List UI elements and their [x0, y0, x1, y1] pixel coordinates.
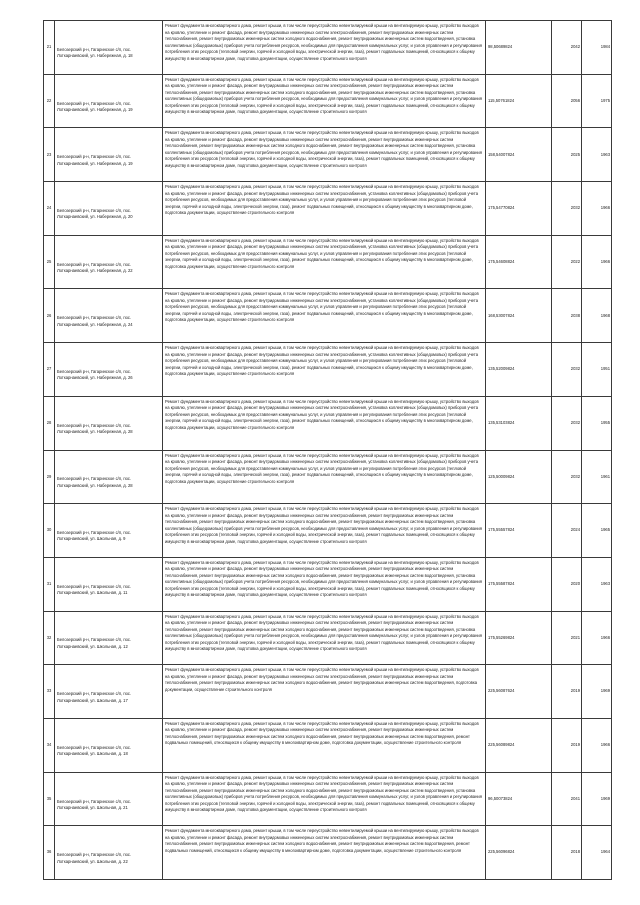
house-address: Белозерский р-н, Гагаринское с/п, пос. Лоткарнаевский, ул. Набережная, д. 28: [55, 450, 163, 504]
house-address: Белозерский р-н, Гагаринское с/п, пос. Лоткарнаевский, ул. Набережная, д. 19: [55, 128, 163, 182]
repair-works-list: Ремонт фундамента многоквартирного дома, ремонт крыши, в том числе переустройство невентилируемой крыши на вентилируемую крышу, устройство выходов на кровлю, утепление и ремонт фасада, ремонт внутридомовых инженерных систем электроснабжения, ремонт внутридомовых инженерных систем теплоснабжения, ремонт внутридомовых инженерных систем холодного водоснабжения, ремонт внутридомовых инженерных систем водоотведения, установка коллективных (общедомовых) приборов учета потребления ресурсов, необходимых для предоставления коммунальных услуг, и узлов управления и регулирования потребления этих ресурсов (тепловой энергии, горячей и холодной воды, электрической энергии, газа), ремонт подвальных помещений, относящихся к общему имуществу в многоквартирном доме, подготовка документации, осуществление строительного контроля: [163, 504, 486, 558]
table-row: [44, 74, 612, 128]
house-address: Белозерский р-н, Гагаринское с/п, пос. Лоткарнаевский, ул. Школьная, д. 9: [55, 504, 163, 558]
construction-year: 1951: [582, 343, 612, 397]
construction-year: 1963: [582, 128, 612, 182]
table-body: [44, 21, 612, 880]
repair-works-list: Ремонт фундамента многоквартирного дома, ремонт крыши, в том числе переустройство невентилируемой крыши на вентилируемую крышу, устройство выходов на кровлю, утепление и ремонт фасада, ремонт внутридомовых инженерных систем электроснабжения, ремонт внутридомовых инженерных систем теплоснабжения, ремонт внутридомовых инженерных систем холодного водоснабжения, ремонт внутридомовых инженерных систем водоотведения, ремонт подвальных помещений, относящихся к общему имуществу в многоквартирном доме, подготовка документации, осуществление строительного контроля: [163, 826, 486, 880]
row-number: 33: [44, 665, 55, 719]
table-row: [44, 235, 612, 289]
table-row: [44, 289, 612, 343]
repair-works-list: Ремонт фундамента многоквартирного дома, ремонт крыши, в том числе переустройство невентилируемой крыши на вентилируемую крышу, устройство выходов на кровлю, утепление и ремонт фасада, ремонт внутридомовых инженерных систем электроснабжения, ремонт внутридомовых инженерных систем теплоснабжения, ремонт внутридомовых инженерных систем холодного водоснабжения, ремонт внутридомовых инженерных систем водоотведения, установка коллективных (общедомовых) приборов учета потребления ресурсов, необходимых для предоставления коммунальных услуг, и узлов управления и регулирования потребления этих ресурсов (тепловой энергии, горячей и холодной воды, электрической энергии, газа), ремонт подвальных помещений, относящихся к общему имуществу в многоквартирном доме, подготовка документации, осуществление строительного контроля: [163, 128, 486, 182]
construction-year: 1984: [582, 21, 612, 75]
repair-cost-value: 125,50009824: [486, 450, 552, 504]
repair-works-list: Ремонт фундамента многоквартирного дома, ремонт крыши, в том числе переустройство невентилируемой крыши на вентилируемую крышу, устройство выходов на кровлю, утепление и ремонт фасада, ремонт внутридомовых инженерных систем электроснабжения, ремонт внутридомовых инженерных систем теплоснабжения, ремонт внутридомовых инженерных систем холодного водоснабжения, ремонт внутридомовых инженерных систем водоотведения, установка коллективных (общедомовых) приборов учета потребления ресурсов, необходимых для предоставления коммунальных услуг, и узлов управления и регулирования потребления этих ресурсов (тепловой энергии, горячей и холодной воды, электрической энергии, газа), ремонт подвальных помещений, относящихся к общему имуществу в многоквартирном доме, подготовка документации, осуществление строительного контроля: [163, 21, 486, 75]
repair-cost-value: 135,53103824: [486, 396, 552, 450]
table-row: [44, 557, 612, 611]
repair-works-list: Ремонт фундамента многоквартирного дома, ремонт крыши, в том числе переустройство невентилируемой крыши на вентилируемую крышу, устройство выходов на кровлю, утепление и ремонт фасада, ремонт внутридомовых инженерных систем электроснабжения, ремонт внутридомовых инженерных систем теплоснабжения, ремонт внутридомовых инженерных систем холодного водоснабжения, ремонт внутридомовых инженерных систем водоотведения, установка коллективных (общедомовых) приборов учета потребления ресурсов, необходимых для предоставления коммунальных услуг, и узлов управления и регулирования потребления этих ресурсов (тепловой энергии, горячей и холодной воды, электрической энергии, газа), ремонт подвальных помещений, относящихся к общему имуществу в многоквартирном доме, подготовка документации, осуществление строительного контроля: [163, 557, 486, 611]
row-number: 31: [44, 557, 55, 611]
repair-works-list: Ремонт фундамента многоквартирного дома, ремонт крыши, в том числе переустройство невентилируемой крыши на вентилируемую крышу, устройство выходов на кровлю, утепление и ремонт фасада, ремонт внутридомовых инженерных систем электроснабжения, установка коллективных (общедомовых) приборов учета потребления ресурсов, необходимых для предоставления коммунальных услуг, и узлов управления и регулирования потребления этих ресурсов (тепловой энергии, горячей и холодной воды, электрической энергии, газа), ремонт подвальных помещений, относящихся к общему имуществу в многоквартирном доме, подготовка документации, осуществление строительного контроля: [163, 182, 486, 236]
repair-cost-value: 96,50073824: [486, 772, 552, 826]
repair-works-list: Ремонт фундамента многоквартирного дома, ремонт крыши, в том числе переустройство невентилируемой крыши на вентилируемую крышу, устройство выходов на кровлю, утепление и ремонт фасада, ремонт внутридомовых инженерных систем электроснабжения, ремонт внутридомовых инженерных систем теплоснабжения, ремонт внутридомовых инженерных систем холодного водоснабжения, ремонт внутридомовых инженерных систем водоотведения, установка коллективных (общедомовых) приборов учета потребления ресурсов, необходимых для предоставления коммунальных услуг, и узлов управления и регулирования потребления этих ресурсов (тепловой энергии, горячей и холодной воды, электрической энергии, газа), ремонт подвальных помещений, относящихся к общему имуществу в многоквартирном доме, подготовка документации, осуществление строительного контроля: [163, 772, 486, 826]
house-address: Белозерский р-н, Гагаринское с/п, пос. Лоткарнаевский, ул. Школьная, д. 18: [55, 718, 163, 772]
construction-year: 1968: [582, 289, 612, 343]
construction-year: 1969: [582, 665, 612, 719]
planned-repair-year: 2041: [552, 772, 582, 826]
construction-year: 1961: [582, 450, 612, 504]
capital-repair-table-page: [43, 20, 610, 880]
table-row: [44, 611, 612, 665]
row-number: 28: [44, 396, 55, 450]
row-number: 34: [44, 718, 55, 772]
repair-works-list: Ремонт фундамента многоквартирного дома, ремонт крыши, в том числе переустройство невентилируемой крыши на вентилируемую крышу, устройство выходов на кровлю, утепление и ремонт фасада, ремонт внутридомовых инженерных систем электроснабжения, установка коллективных (общедомовых) приборов учета потребления ресурсов, необходимых для предоставления коммунальных услуг, и узлов управления и регулирования потребления этих ресурсов (тепловой энергии, горячей и холодной воды, электрической энергии, газа), ремонт подвальных помещений, относящихся к общему имуществу в многоквартирном доме, подготовка документации, осуществление строительного контроля: [163, 235, 486, 289]
planned-repair-year: 2024: [552, 504, 582, 558]
row-number: 23: [44, 128, 55, 182]
construction-year: 1964: [582, 826, 612, 880]
construction-year: 1966: [582, 235, 612, 289]
house-address: Белозерский р-н, Гагаринское с/п, пос. Лоткарнаевский, ул. Набережная, д. 18: [55, 21, 163, 75]
planned-repair-year: 2042: [552, 21, 582, 75]
construction-year: 1965: [582, 504, 612, 558]
planned-repair-year: 2056: [552, 74, 582, 128]
construction-year: 1966: [582, 182, 612, 236]
row-number: 26: [44, 289, 55, 343]
repair-cost-value: 175,55587824: [486, 557, 552, 611]
repair-works-list: Ремонт фундамента многоквартирного дома, ремонт крыши, в том числе переустройство невентилируемой крыши на вентилируемую крышу, устройство выходов на кровлю, утепление и ремонт фасада, ремонт внутридомовых инженерных систем электроснабжения, установка коллективных (общедомовых) приборов учета потребления ресурсов, необходимых для предоставления коммунальных услуг, и узлов управления и регулирования потребления этих ресурсов (тепловой энергии, горячей и холодной воды, электрической энергии, газа), ремонт подвальных помещений, относящихся к общему имуществу в многоквартирном доме, подготовка документации, осуществление строительного контроля: [163, 450, 486, 504]
table-row: [44, 504, 612, 558]
house-address: Белозерский р-н, Гагаринское с/п, пос. Лоткарнаевский, ул. Школьная, д. 11: [55, 557, 163, 611]
planned-repair-year: 2032: [552, 182, 582, 236]
construction-year: 1969: [582, 772, 612, 826]
planned-repair-year: 2038: [552, 289, 582, 343]
construction-year: 1966: [582, 611, 612, 665]
planned-repair-year: 2018: [552, 826, 582, 880]
planned-repair-year: 2032: [552, 396, 582, 450]
repair-works-list: Ремонт фундамента многоквартирного дома, ремонт крыши, в том числе переустройство невентилируемой крыши на вентилируемую крышу, устройство выходов на кровлю, утепление и ремонт фасада, ремонт внутридомовых инженерных систем электроснабжения, установка коллективных (общедомовых) приборов учета потребления ресурсов, необходимых для предоставления коммунальных услуг, и узлов управления и регулирования потребления этих ресурсов (тепловой энергии, горячей и холодной воды, электрической энергии, газа), ремонт подвальных помещений, относящихся к общему имуществу в многоквартирном доме, подготовка документации, осуществление строительного контроля: [163, 396, 486, 450]
row-number: 24: [44, 182, 55, 236]
row-number: 35: [44, 772, 55, 826]
house-address: Белозерский р-н, Гагаринское с/п, пос. Лоткарнаевский, ул. Набережная, д. 26: [55, 343, 163, 397]
repair-cost-value: 225,56089824: [486, 718, 552, 772]
table-row: [44, 396, 612, 450]
repair-cost-value: 175,55269824: [486, 611, 552, 665]
construction-year: 1955: [582, 396, 612, 450]
table-row: [44, 21, 612, 75]
planned-repair-year: 2022: [552, 235, 582, 289]
repair-works-list: Ремонт фундамента многоквартирного дома, ремонт крыши, в том числе переустройство невентилируемой крыши на вентилируемую крышу, устройство выходов на кровлю, утепление и ремонт фасада, ремонт внутридомовых инженерных систем электроснабжения, ремонт внутридомовых инженерных систем теплоснабжения, ремонт внутридомовых инженерных систем холодного водоснабжения, ремонт внутридомовых инженерных систем водоотведения, установка коллективных (общедомовых) приборов учета потребления ресурсов, необходимых для предоставления коммунальных услуг, и узлов управления и регулирования потребления этих ресурсов (тепловой энергии, горячей и холодной воды, электрической энергии, газа), ремонт подвальных помещений, относящихся к общему имуществу в многоквартирном доме, подготовка документации, осуществление строительного контроля: [163, 74, 486, 128]
house-address: Белозерский р-н, Гагаринское с/п, пос. Лоткарнаевский, ул. Школьная, д. 21: [55, 772, 163, 826]
repair-cost-value: 98,50689824: [486, 21, 552, 75]
repair-works-list: Ремонт фундамента многоквартирного дома, ремонт крыши, в том числе переустройство невентилируемой крыши на вентилируемую крышу, устройство выходов на кровлю, утепление и ремонт фасада, ремонт внутридомовых инженерных систем электроснабжения, ремонт внутридомовых инженерных систем теплоснабжения, ремонт внутридомовых инженерных систем холодного водоснабжения, ремонт внутридомовых инженерных систем водоотведения, установка коллективных (общедомовых) приборов учета потребления ресурсов, необходимых для предоставления коммунальных услуг, и узлов управления и регулирования потребления этих ресурсов (тепловой энергии, горячей и холодной воды, электрической энергии, газа), ремонт подвальных помещений, относящихся к общему имуществу в многоквартирном доме, подготовка документации, осуществление строительного контроля: [163, 611, 486, 665]
table-row: [44, 665, 612, 719]
table-row: [44, 182, 612, 236]
repair-works-list: Ремонт фундамента многоквартирного дома, ремонт крыши, в том числе переустройство невентилируемой крыши на вентилируемую крышу, устройство выходов на кровлю, утепление и ремонт фасада, ремонт внутридомовых инженерных систем электроснабжения, установка коллективных (общедомовых) приборов учета потребления ресурсов, необходимых для предоставления коммунальных услуг, и узлов управления и регулирования потребления этих ресурсов (тепловой энергии, горячей и холодной воды, электрической энергии, газа), ремонт подвальных помещений, относящихся к общему имуществу в многоквартирном доме, подготовка документации, осуществление строительного контроля: [163, 343, 486, 397]
house-address: Белозерский р-н, Гагаринское с/п, пос. Лоткарнаевский, ул. Школьная, д. 22: [55, 826, 163, 880]
planned-repair-year: 2019: [552, 665, 582, 719]
repair-cost-value: 115,50761824: [486, 74, 552, 128]
table-row: [44, 718, 612, 772]
repair-cost-value: 175,54770824: [486, 182, 552, 236]
repair-cost-value: 175,55557824: [486, 504, 552, 558]
repair-cost-value: 225,56096824: [486, 826, 552, 880]
planned-repair-year: 2019: [552, 718, 582, 772]
row-number: 27: [44, 343, 55, 397]
house-address: Белозерский р-н, Гагаринское с/п, пос. Лоткарнаевский, ул. Школьная, д. 17: [55, 665, 163, 719]
repair-cost-value: 158,54007824: [486, 128, 552, 182]
construction-year: 1975: [582, 74, 612, 128]
table-row: [44, 450, 612, 504]
row-number: 25: [44, 235, 55, 289]
planned-repair-year: 2020: [552, 557, 582, 611]
table-row: [44, 826, 612, 880]
house-address: Белозерский р-н, Гагаринское с/п, пос. Лоткарнаевский, ул. Набережная, д. 19: [55, 74, 163, 128]
row-number: 21: [44, 21, 55, 75]
repair-cost-value: 225,56087624: [486, 665, 552, 719]
repair-cost-value: 168,53007824: [486, 289, 552, 343]
repair-works-list: Ремонт фундамента многоквартирного дома, ремонт крыши, в том числе переустройство невентилируемой крыши на вентилируемую крышу, устройство выходов на кровлю, утепление и ремонт фасада, ремонт внутридомовых инженерных систем электроснабжения, ремонт внутридомовых инженерных систем теплоснабжения, ремонт внутридомовых инженерных систем холодного водоснабжения, ремонт внутридомовых инженерных систем водоотведения, ремонт подвальных помещений, относящихся к общему имуществу в многоквартирном доме, подготовка документации, осуществление строительного контроля: [163, 718, 486, 772]
row-number: 29: [44, 450, 55, 504]
repair-program-table: [43, 20, 612, 880]
repair-works-list: Ремонт фундамента многоквартирного дома, ремонт крыши, в том числе переустройство невентилируемой крыши на вентилируемую крышу, устройство выходов на кровлю, утепление и ремонт фасада, ремонт внутридомовых инженерных систем электроснабжения, ремонт внутридомовых инженерных систем теплоснабжения, ремонт внутридомовых инженерных систем холодного водоснабжения, ремонт внутридомовых инженерных систем водоотведения, подготовка документации, осуществление строительного контроля: [163, 665, 486, 719]
construction-year: 1963: [582, 557, 612, 611]
planned-repair-year: 2021: [552, 611, 582, 665]
row-number: 36: [44, 826, 55, 880]
house-address: Белозерский р-н, Гагаринское с/п, пос. Лоткарнаевский, ул. Набережная, д. 22: [55, 235, 163, 289]
row-number: 22: [44, 74, 55, 128]
repair-cost-value: 175,54608824: [486, 235, 552, 289]
construction-year: 1966: [582, 718, 612, 772]
table-row: [44, 343, 612, 397]
table-row: [44, 772, 612, 826]
house-address: Белозерский р-н, Гагаринское с/п, пос. Лоткарнаевский, ул. Набережная, д. 20: [55, 182, 163, 236]
house-address: Белозерский р-н, Гагаринское с/п, пос. Лоткарнаевский, ул. Набережная, д. 24: [55, 289, 163, 343]
row-number: 32: [44, 611, 55, 665]
house-address: Белозерский р-н, Гагаринское с/п, пос. Лоткарнаевский, ул. Школьная, д. 12: [55, 611, 163, 665]
repair-cost-value: 135,52009824: [486, 343, 552, 397]
planned-repair-year: 2032: [552, 343, 582, 397]
planned-repair-year: 2025: [552, 128, 582, 182]
house-address: Белозерский р-н, Гагаринское с/п, пос. Лоткарнаевский, ул. Набережная, д. 28: [55, 396, 163, 450]
repair-works-list: Ремонт фундамента многоквартирного дома, ремонт крыши, в том числе переустройство невентилируемой крыши на вентилируемую крышу, устройство выходов на кровлю, утепление и ремонт фасада, ремонт внутридомовых инженерных систем электроснабжения, установка коллективных (общедомовых) приборов учета потребления ресурсов, необходимых для предоставления коммунальных услуг, и узлов управления и регулирования потребления этих ресурсов (тепловой энергии, горячей и холодной воды, электрической энергии, газа), ремонт подвальных помещений, относящихся к общему имуществу в многоквартирном доме, подготовка документации, осуществление строительного контроля: [163, 289, 486, 343]
row-number: 30: [44, 504, 55, 558]
planned-repair-year: 2032: [552, 450, 582, 504]
table-row: [44, 128, 612, 182]
